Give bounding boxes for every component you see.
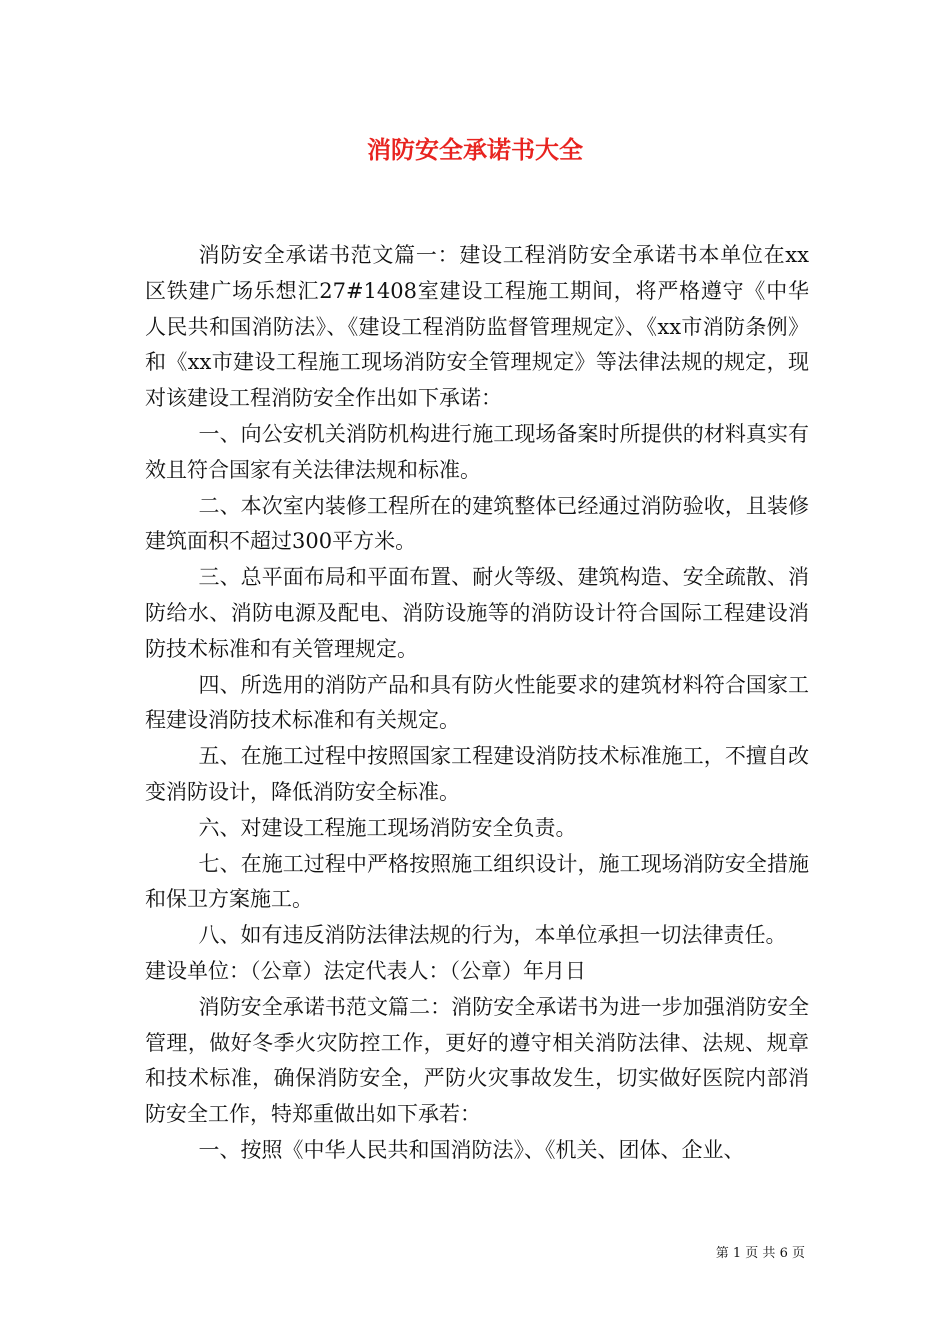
signature-line: 建设单位：（公章）法定代表人：（公章）年月日 [145,958,586,983]
footer-prefix: 第 [715,1246,729,1261]
paragraph-intro-2: 消防安全承诺书范文篇二：消防安全承诺书为进一步加强消防安全管理，做好冬季火灾防控工作，更好的遵守相关消防法律、法规、规章和技术标准，确保消防安全，严防火灾事故发生，切实做好医院内部消防安全工作，特郑重做出如下承若： [145,994,809,1127]
document-title: 消防安全承诺书大全 [367,136,583,164]
footer-suffix: 页 [791,1246,805,1261]
paragraph-item-5: 五、在施工过程中按照国家工程建设消防技术标准施工，不擅自改变消防设计，降低消防安全标准。 [145,744,809,804]
paragraph-item-7: 七、在施工过程中严格按照施工组织设计，施工现场消防安全措施和保卫方案施工。 [145,851,809,912]
footer-total-pages: 6 [779,1246,788,1261]
paragraph-item-1: 一、向公安机关消防机构进行施工现场备案时所提供的材料真实有效且符合国家有关法律法规和标准。 [145,421,809,482]
document-body [145,238,809,1169]
paragraph-item-4: 四、所选用的消防产品和具有防火性能要求的建筑材料符合国家工程建设消防技术标准和有关规定。 [145,672,809,733]
paragraph-item-3: 三、总平面布局和平面布置、耐火等级、建筑构造、安全疏散、消防给水、消防电源及配电、消防设施等的消防设计符合国际工程建设消防技术标准和有关管理规定。 [145,565,809,661]
paragraph-item-2: 二、本次室内装修工程所在的建筑整体已经通过消防验收，且装修建筑面积不超过300平方米。 [145,493,809,554]
footer-middle: 页 共 [745,1246,776,1261]
paragraph-item-6: 六、对建设工程施工现场消防安全负责。 [198,815,577,840]
footer-current-page: 1 [732,1246,742,1261]
paragraph-intro-1: 消防安全承诺书范文篇一：建设工程消防安全承诺书本单位在xx区铁建广场乐想汇27#1408室建设工程施工期间，将严格遵守《中华人民共和国消防法》、《建设工程消防监督管理规定》、《xx市消防条例》和《xx市建设工程施工现场消防安全管理规定》等法律法规的规定，现对该建设工程消防安全作出如下承诺： [145,243,809,411]
paragraph-item-2-1: 一、按照《中华人民共和国消防法》、《机关、团体、企业、 [198,1137,745,1162]
paragraph-item-8: 八、如有违反消防法律法规的行为，本单位承担一切法律责任。 [198,923,787,948]
page-number-footer [716,1245,805,1263]
